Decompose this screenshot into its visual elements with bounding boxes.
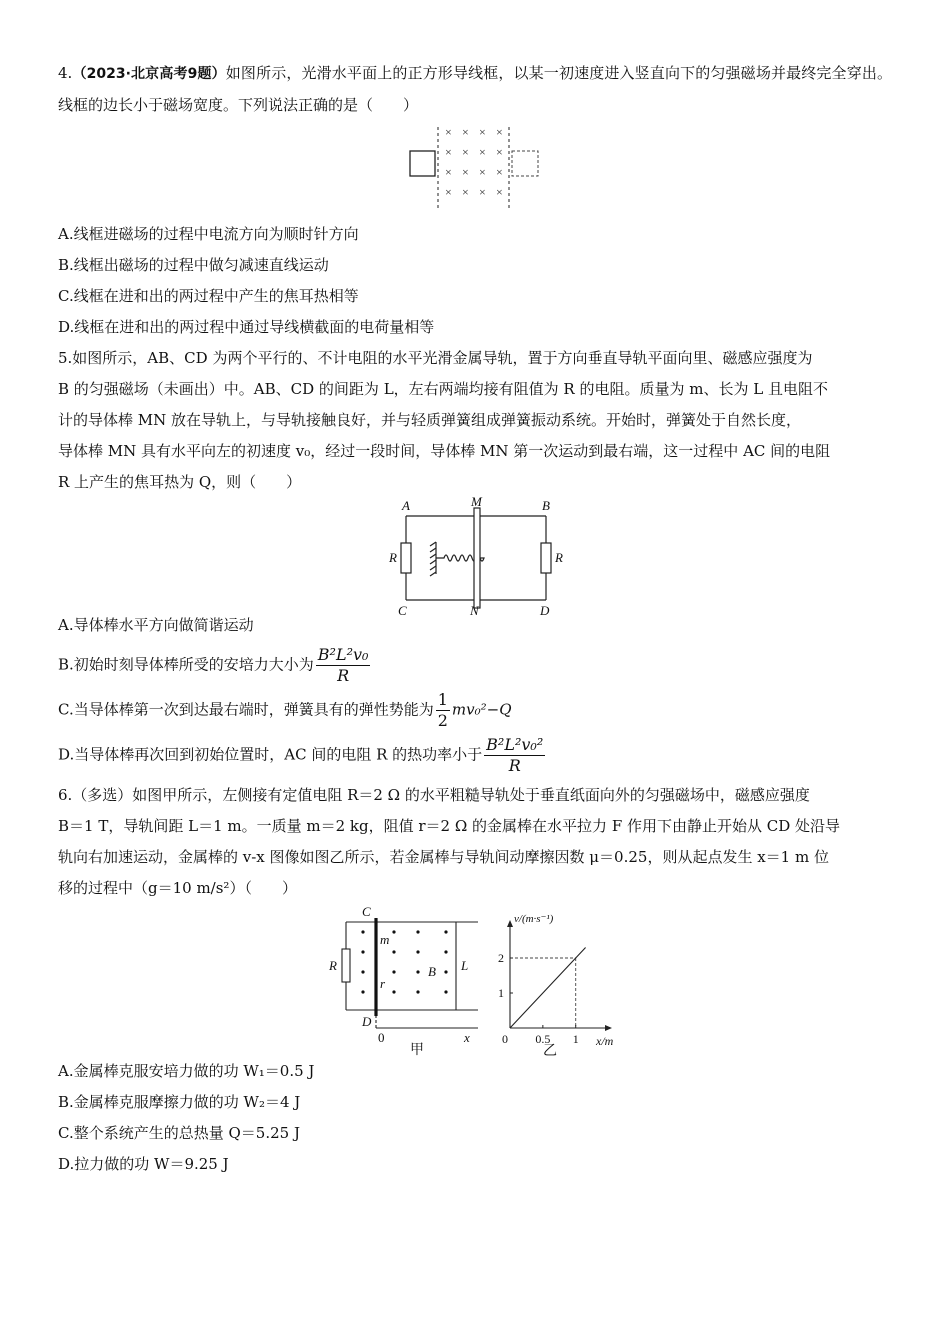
q4-option-a: A.线框进磁场的过程中电流方向为顺时针方向 bbox=[58, 225, 359, 243]
q5-label-r-right: R bbox=[555, 550, 563, 565]
chart-origin-label: 0 bbox=[502, 1032, 508, 1046]
svg-text:×: × bbox=[445, 145, 452, 159]
chart-y-arrow bbox=[507, 920, 513, 927]
svg-text:×: × bbox=[496, 185, 503, 199]
q5-label-d: D bbox=[540, 603, 550, 618]
q5-option-d bbox=[58, 735, 892, 776]
chart-x-tick-label: 0.5 bbox=[535, 1032, 551, 1046]
q4-field-crosses bbox=[445, 125, 503, 199]
svg-text:×: × bbox=[496, 125, 503, 139]
q5-option-b bbox=[58, 645, 892, 686]
q6-fig-jia bbox=[328, 904, 478, 1058]
q6-vx-chart bbox=[498, 913, 614, 1059]
q5-stem-line: 5.如图所示，AB、CD 为两个平行的、不计电阻的水平光滑金属导轨，置于方向垂直导轨平面向里、磁感应强度为 bbox=[58, 349, 813, 367]
q5-option-c-denominator: 2 bbox=[437, 711, 448, 730]
q5-option-d-fraction bbox=[484, 735, 545, 776]
q5-stem bbox=[58, 343, 892, 498]
svg-text:×: × bbox=[445, 165, 452, 179]
chart-x-axis-label: x/m bbox=[596, 1034, 614, 1048]
chart-y-axis-label: v/(m·s⁻¹) bbox=[514, 913, 554, 925]
chart-series-line bbox=[510, 948, 586, 1029]
svg-text:×: × bbox=[479, 185, 486, 199]
q6-label-r: R bbox=[329, 958, 337, 973]
q5-option-d-numerator: B²L²v₀² bbox=[486, 735, 544, 754]
svg-text:×: × bbox=[462, 125, 469, 139]
q4-stem-text: 如图所示，光滑水平面上的正方形导线框，以某一初速度进入竖直向下的匀强磁场并最终完全穿出。线框的边长小于磁场宽度。下列说法正确的是（ ） bbox=[58, 64, 892, 114]
q5-stem-line: B 的匀强磁场（未画出）中。AB、CD 的间距为 L，左右两端均接有阻值为 R 的电阻。质量为 m、长为 L 且电阻不 bbox=[58, 380, 828, 398]
svg-text:×: × bbox=[445, 185, 452, 199]
svg-text:×: × bbox=[462, 145, 469, 159]
q5-label-b: B bbox=[542, 498, 550, 513]
q5-option-b-text: B.初始时刻导体棒所受的安培力大小为 bbox=[58, 655, 314, 674]
q5-option-c-numerator: 1 bbox=[437, 690, 448, 709]
q6-stem bbox=[58, 780, 892, 904]
svg-text:×: × bbox=[496, 145, 503, 159]
chart-caption-yi: 乙 bbox=[543, 1044, 557, 1059]
q5-label-a: A bbox=[402, 498, 410, 513]
svg-text:×: × bbox=[479, 125, 486, 139]
q6-stem-line: 6.（多选）如图甲所示，左侧接有定值电阻 R＝2 Ω 的水平粗糙导轨处于垂直纸面向外的匀强磁场中，磁感应强度 bbox=[58, 786, 810, 804]
chart-x-tick-label: 1 bbox=[572, 1032, 579, 1046]
q6-resistor-r bbox=[342, 949, 350, 982]
q5-wall-hatch bbox=[430, 542, 436, 576]
q5-stem-line: 导体棒 MN 具有水平向左的初速度 v₀，经过一段时间，导体棒 MN 第一次运动到最右端，这一过程中 AC 间的电阻 bbox=[58, 442, 831, 460]
q4-source: （2023·北京高考9题） bbox=[72, 66, 226, 82]
q6-stem-line: B＝1 T，导轨间距 L＝1 m。一质量 m＝2 kg，阻值 r＝2 Ω 的金属棒在水平拉力 F 作用下由静止开始从 CD 处沿导 bbox=[58, 817, 841, 835]
q5-resistor-right bbox=[541, 543, 551, 573]
q5-circuit-diagram bbox=[58, 494, 892, 618]
q6-option-b: B.金属棒克服摩擦力做的功 W₂＝4 J bbox=[58, 1093, 301, 1111]
q5-option-c-fraction bbox=[436, 690, 450, 731]
q4-number: 4. bbox=[58, 64, 73, 82]
q6-option-a: A.金属棒克服安培力做的功 W₁＝0.5 J bbox=[58, 1062, 315, 1080]
chart-x-arrow bbox=[605, 1025, 612, 1031]
svg-text:×: × bbox=[479, 145, 486, 159]
q6-field-dots bbox=[361, 930, 447, 993]
q6-label-l: L bbox=[461, 958, 469, 973]
q5-figure bbox=[58, 494, 892, 618]
q5-label-m: M bbox=[471, 494, 482, 509]
q5-option-d-text: D.当导体棒再次回到初始位置时，AC 间的电阻 R 的热功率小于 bbox=[58, 745, 483, 764]
q6-option-d: D.拉力做的功 W＝9.25 J bbox=[58, 1155, 229, 1173]
q5-option-b-numerator: B²L²v₀ bbox=[317, 645, 369, 664]
q5-option-c-text: C.当导体棒第一次到达最右端时，弹簧具有的弹性势能为 bbox=[58, 700, 434, 719]
q5-label-c: C bbox=[398, 603, 407, 618]
q5-stem-line: R 上产生的焦耳热为 Q，则（ ） bbox=[58, 473, 302, 491]
q5-option-c bbox=[58, 690, 892, 731]
q6-label-x: x bbox=[464, 1030, 470, 1045]
q5-label-n: N bbox=[470, 603, 479, 618]
exam-page bbox=[58, 58, 892, 1180]
chart-y-tick-label: 1 bbox=[498, 986, 504, 1000]
q6-stem-line: 移的过程中（g＝10 m/s²）（ ） bbox=[58, 879, 297, 897]
q4-figure bbox=[58, 121, 892, 219]
q6-figures bbox=[58, 904, 892, 1059]
q4-option-c: C.线框在进和出的两过程中产生的焦耳热相等 bbox=[58, 287, 359, 305]
q5-option-d-denominator: R bbox=[508, 756, 521, 775]
svg-text:×: × bbox=[496, 165, 503, 179]
svg-text:×: × bbox=[479, 165, 486, 179]
q6-label-origin: 0 bbox=[378, 1030, 385, 1045]
q6-figure-svg bbox=[58, 904, 892, 1059]
q6-label-b: B bbox=[428, 964, 436, 979]
q6-options bbox=[58, 1056, 892, 1180]
svg-text:×: × bbox=[462, 185, 469, 199]
q4-field-diagram bbox=[58, 121, 892, 219]
q6-label-d: D bbox=[362, 1014, 372, 1029]
q6-stem-line: 轨向右加速运动，金属棒的 v-x 图像如图乙所示，若金属棒与导轨间动摩擦因数 μ＝0.25，则从起点发生 x＝1 m 位 bbox=[58, 848, 829, 866]
q6-label-c: C bbox=[362, 904, 371, 919]
q6-label-m: m bbox=[380, 932, 390, 947]
q5-options bbox=[58, 610, 892, 776]
q4-stem bbox=[58, 58, 892, 121]
q5-stem-line: 计的导体棒 MN 放在导轨上，与导轨接触良好，并与轻质弹簧组成弹簧振动系统。开始时，弹簧处于自然长度， bbox=[58, 411, 802, 429]
q6-caption-jia: 甲 bbox=[410, 1043, 424, 1058]
q6-option-c: C.整个系统产生的总热量 Q＝5.25 J bbox=[58, 1124, 300, 1142]
q5-option-b-denominator: R bbox=[337, 666, 350, 685]
svg-text:×: × bbox=[462, 165, 469, 179]
q5-conductor-rod-mn bbox=[474, 508, 480, 608]
q5-resistor-left bbox=[401, 543, 411, 573]
q4-options bbox=[58, 219, 892, 343]
q5-label-r-left: R bbox=[389, 550, 397, 565]
q4-square-loop bbox=[410, 151, 435, 176]
q4-option-d: D.线框在进和出的两过程中通过导线横截面的电荷量相等 bbox=[58, 318, 435, 336]
q5-option-a: A.导体棒水平方向做简谐运动 bbox=[58, 616, 254, 634]
svg-text:×: × bbox=[445, 125, 452, 139]
q4-option-b: B.线框出磁场的过程中做匀减速直线运动 bbox=[58, 256, 329, 274]
chart-y-tick-label: 2 bbox=[498, 951, 504, 965]
q4-square-loop-exit bbox=[512, 151, 538, 176]
q5-option-b-fraction bbox=[316, 645, 371, 686]
q6-label-r-small: r bbox=[380, 976, 386, 991]
q5-option-c-tail: mv₀²−Q bbox=[451, 700, 512, 719]
